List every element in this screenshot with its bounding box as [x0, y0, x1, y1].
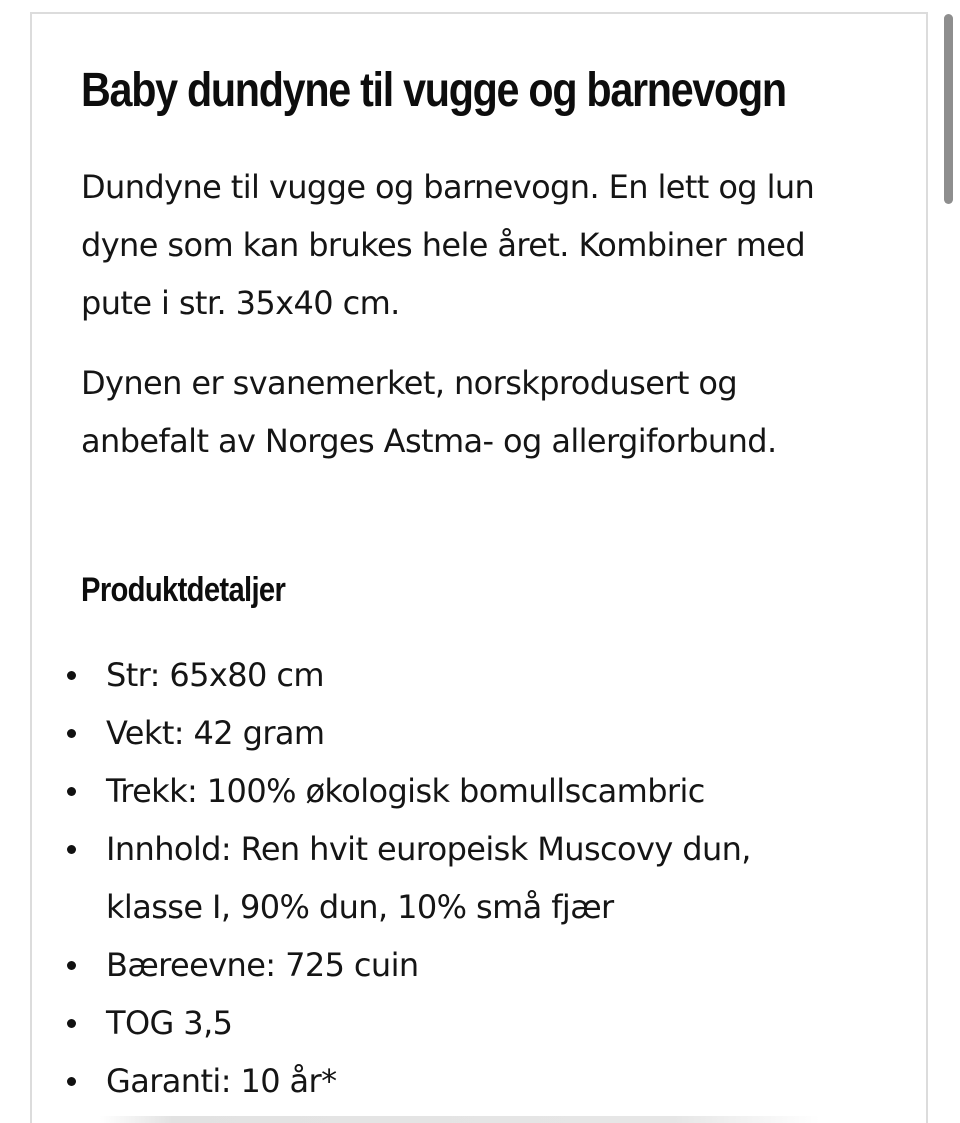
bullet-icon: [67, 961, 76, 970]
product-title: Baby dundyne til vugge og barnevogn: [81, 64, 786, 117]
product-details-heading: Produktdetaljer: [81, 571, 286, 609]
detail-size-text: Str: 65x80 cm: [106, 656, 324, 694]
partially-visible-next-line: [100, 1116, 820, 1123]
detail-tog: [81, 994, 846, 1052]
bullet-icon: [67, 1019, 76, 1028]
detail-cover: [81, 762, 846, 820]
product-content: [81, 60, 901, 1110]
detail-fill-power: [81, 936, 846, 994]
vertical-scrollbar[interactable]: [944, 14, 953, 204]
detail-fill-power-text: Bæreevne: 725 cuin: [106, 946, 419, 984]
description-paragraph-2: Dynen er svanemerket, norskprodusert og anbefalt av Norges Astma- og allergiforbund.: [81, 364, 777, 460]
description-paragraph-1: Dundyne til vugge og barnevogn. En lett og lun dyne som kan brukes hele året. Kombiner med pute i str. 35x40 cm.: [81, 168, 815, 322]
bullet-icon: [67, 787, 76, 796]
product-details-list: [81, 646, 901, 1110]
detail-tog-text: TOG 3,5: [106, 1004, 233, 1042]
detail-cover-text: Trekk: 100% økologisk bomullscambric: [106, 772, 705, 810]
detail-weight-text: Vekt: 42 gram: [106, 714, 325, 752]
detail-size: [81, 646, 846, 704]
bullet-icon: [67, 1077, 76, 1086]
detail-warranty-text: Garanti: 10 år*: [106, 1062, 337, 1100]
detail-weight: [81, 704, 846, 762]
detail-warranty: [81, 1052, 846, 1110]
bullet-icon: [67, 845, 76, 854]
detail-filling: [81, 820, 846, 936]
bullet-icon: [67, 671, 76, 680]
detail-filling-text: Innhold: Ren hvit europeisk Muscovy dun, klasse I, 90% dun, 10% små fjær: [106, 830, 751, 926]
bullet-icon: [67, 729, 76, 738]
